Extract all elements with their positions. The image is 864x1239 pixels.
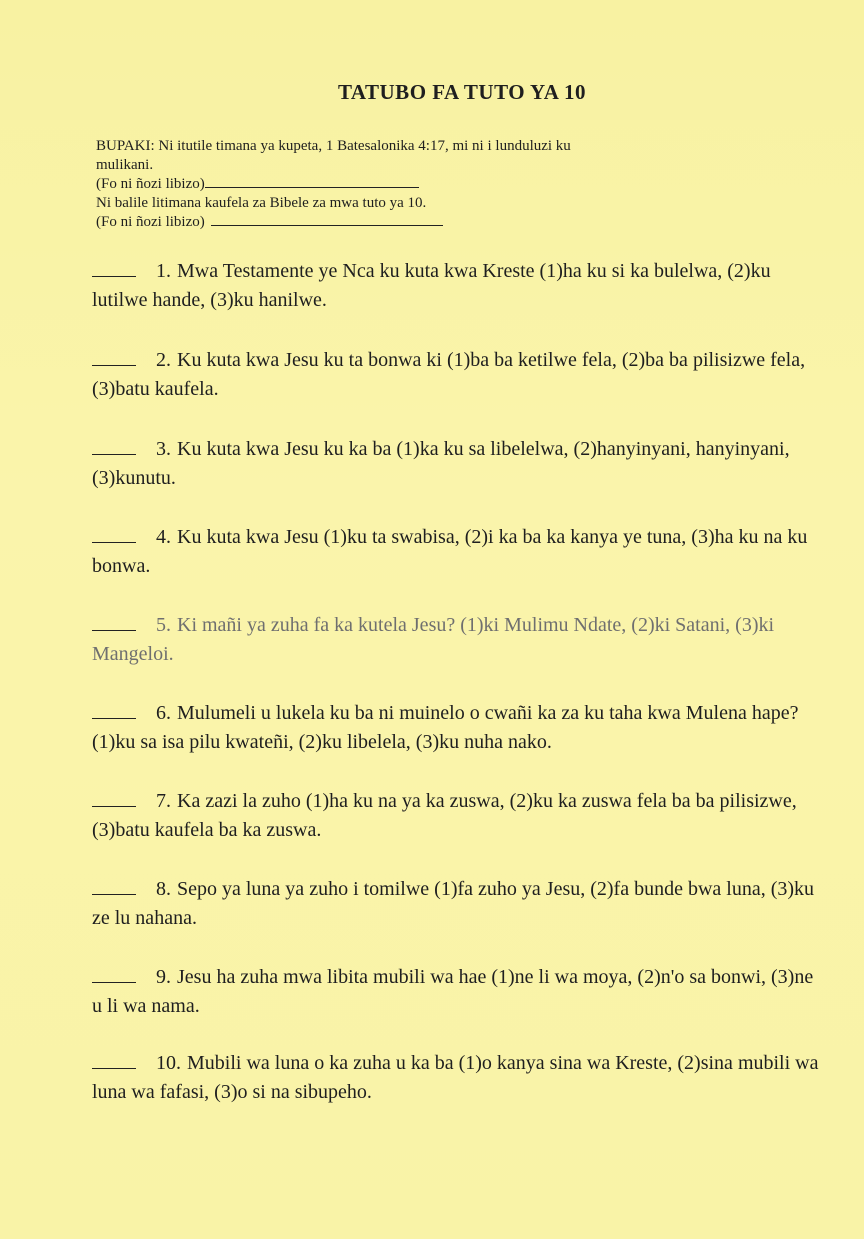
name-blank-2[interactable] (211, 213, 443, 226)
instructions-line-2: mulikani. (96, 157, 154, 173)
question-number: 7. (156, 790, 171, 812)
answer-blank[interactable] (92, 878, 136, 895)
answer-blank[interactable] (92, 438, 136, 455)
answer-blank[interactable] (92, 966, 136, 983)
question-number: 9. (156, 966, 171, 988)
question-text: Mulumeli u lukela ku ba ni muinelo o cwañi ka za ku taha kwa Mulena hape? (1)ku sa isa pilu kwateñi, (2)ku libelela, (3)ku nuha nako. (92, 702, 799, 753)
instructions (96, 137, 796, 232)
question-number: 2. (156, 349, 171, 371)
question-number: 8. (156, 878, 171, 900)
question-item (92, 523, 828, 581)
question-number: 4. (156, 526, 171, 548)
question-text: Ka zazi la zuho (1)ha ku na ya ka zuswa, (2)ku ka zuswa fela ba ba pilisizwe, (3)batu kaufela ba ka zuswa. (92, 790, 797, 841)
name-label-2: (Fo ni ñozi libizo) (96, 214, 205, 230)
question-text: Ki mañi ya zuha fa ka kutela Jesu? (1)ki Mulimu Ndate, (2)ki Satani, (3)ki Mangeloi. (92, 614, 775, 665)
name-line-2 (96, 213, 796, 232)
question-text: Mubili wa luna o ka zuha u ka ba (1)o kanya sina wa Kreste, (2)sina mubili wa luna wa fafasi, (3)o si na sibupeho. (92, 1052, 819, 1103)
question-item (92, 346, 828, 404)
answer-blank[interactable] (92, 702, 136, 719)
question-number: 1. (156, 260, 171, 282)
question-number: 3. (156, 438, 171, 460)
name-blank-1[interactable] (205, 175, 419, 188)
answer-blank[interactable] (92, 526, 136, 543)
question-number: 5. (156, 614, 171, 636)
question-item (92, 875, 828, 933)
question-item (92, 435, 828, 493)
answer-blank[interactable] (92, 1052, 136, 1069)
question-item (92, 1049, 828, 1107)
question-text: Ku kuta kwa Jesu ku ta bonwa ki (1)ba ba ketilwe fela, (2)ba ba pilisizwe fela, (3)batu kaufela. (92, 349, 806, 400)
question-item (92, 611, 828, 669)
answer-blank[interactable] (92, 349, 136, 366)
answer-blank[interactable] (92, 614, 136, 631)
question-item (92, 787, 828, 845)
question-text: Jesu ha zuha mwa libita mubili wa hae (1)ne li wa moya, (2)n'o sa bonwi, (3)ne u li wa nama. (92, 966, 814, 1017)
instructions-line-4: Ni balile litimana kaufela za Bibele za mwa tuto ya 10. (96, 195, 427, 211)
question-number: 10. (156, 1052, 181, 1074)
question-item (92, 963, 828, 1021)
name-label-1: (Fo ni ñozi libizo) (96, 176, 205, 192)
answer-blank[interactable] (92, 260, 136, 277)
question-text: Mwa Testamente ye Nca ku kuta kwa Kreste (1)ha ku si ka bulelwa, (2)ku lutilwe hande, (3)ku hanilwe. (92, 260, 771, 311)
page-title: TATUBO FA TUTO YA 10 (337, 80, 587, 104)
question-text: Ku kuta kwa Jesu (1)ku ta swabisa, (2)i ka ba ka kanya ye tuna, (3)ha ku na ku bonwa. (92, 526, 808, 577)
question-text: Sepo ya luna ya zuho i tomilwe (1)fa zuho ya Jesu, (2)fa bunde bwa luna, (3)ku ze lu nahana. (92, 878, 815, 929)
question-item (92, 699, 828, 757)
instructions-line-1: BUPAKI: Ni itutile timana ya kupeta, 1 Batesalonika 4:17, mi ni i lunduluzi ku (96, 138, 571, 154)
question-text: Ku kuta kwa Jesu ku ka ba (1)ka ku sa libelelwa, (2)hanyinyani, hanyinyani, (3)kunutu. (92, 438, 790, 489)
question-number: 6. (156, 702, 171, 724)
answer-blank[interactable] (92, 790, 136, 807)
question-item (92, 257, 828, 315)
name-line-1 (96, 175, 796, 194)
